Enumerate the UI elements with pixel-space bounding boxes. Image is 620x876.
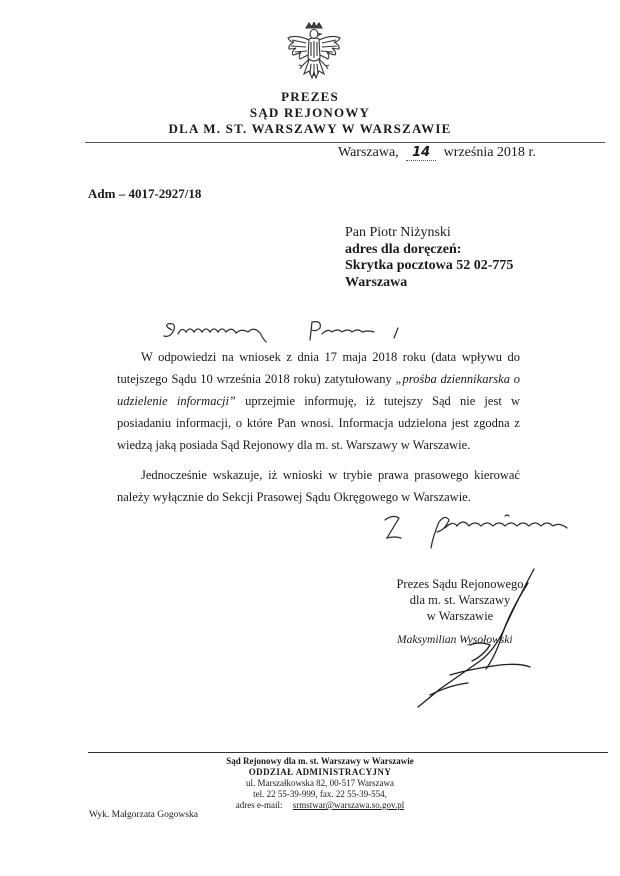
- header-court-location: DLA M. ST. WARSZAWY W WARSZAWIE: [168, 121, 452, 136]
- header-title: PREZES: [281, 89, 339, 104]
- addressee-block: [345, 225, 513, 291]
- signatory-city: w Warszawie: [426, 609, 494, 623]
- footer-court-name: Sąd Rejonowy dla m. st. Warszawy w Warszawie: [226, 756, 414, 766]
- letter-body: [117, 346, 520, 508]
- date-day-handwritten: 14: [406, 145, 436, 161]
- body-p1-title: „prośba dziennikarska o udzielenie informacji”: [117, 372, 521, 408]
- signature-scrawl: [410, 565, 550, 715]
- footer-email-line: [150, 800, 490, 811]
- eagle-emblem-icon: [284, 22, 344, 88]
- reference-number: Adm – 4017-2927/18: [88, 186, 202, 201]
- footer-phone-fax: tel. 22 55-39-999, fax. 22 55-39-554,: [253, 789, 387, 799]
- signatory-name: Maksymilian Wysołowski: [397, 634, 513, 646]
- date-line: [338, 145, 536, 161]
- header-divider: [85, 142, 605, 143]
- addressee-name: Pan Piotr Niżynski: [345, 225, 451, 240]
- date-month-year: września 2018: [443, 145, 525, 160]
- footer-divider: [88, 752, 608, 753]
- body-paragraph-1: [117, 346, 520, 456]
- footer-email-link[interactable]: srmstwar@warszawa.so.gov.pl: [292, 800, 405, 810]
- body-p1-part-a: W odpowiedzi na wniosek z dnia 17 maja 2018 roku (data wpływu do tutejszego Sądu 10 września 2018 roku) zatytułowany: [117, 350, 520, 386]
- handwritten-salutation: [162, 316, 412, 346]
- signatory-court: dla m. st. Warszawy: [409, 593, 511, 607]
- date-place: Warszawa,: [338, 145, 399, 160]
- addressee-city: Warszawa: [345, 274, 408, 290]
- addressee-pobox: Skrytka pocztowa 52 02-775: [345, 258, 514, 273]
- body-p1-part-b: uprzejmie informuję, iż tutejszy Sąd nie jest w posiadaniu informacji, o które Pan wnosi. Informacja udzielona jest zgodna z wiedzą jaką posiada Sąd Rejonowy dla m. st. Warszawy w Warszawie.: [117, 394, 520, 452]
- prepared-by: Wyk. Małgorzata Gogowska: [89, 810, 198, 820]
- footer-address: ul. Marszałkowska 82, 00-517 Warszawa: [245, 778, 395, 788]
- footer-email-label: adres e-mail:: [235, 800, 283, 810]
- addressee-label: adres dla doręczeń:: [345, 241, 462, 257]
- handwritten-regards: [383, 508, 573, 558]
- date-suffix: r.: [528, 145, 536, 160]
- header-court-name: SĄD REJONOWY: [249, 105, 371, 120]
- body-paragraph-2: Jednocześnie wskazuje, iż wnioski w trybie prawa prasowego kierować należy wyłącznie do Sekcji Prasowej Sądu Okręgowego w Warszawie.: [117, 468, 520, 504]
- signatory-title: Prezes Sądu Rejonowego: [396, 577, 524, 591]
- footer-department: ODDZIAŁ ADMINISTRACYJNY: [248, 767, 392, 777]
